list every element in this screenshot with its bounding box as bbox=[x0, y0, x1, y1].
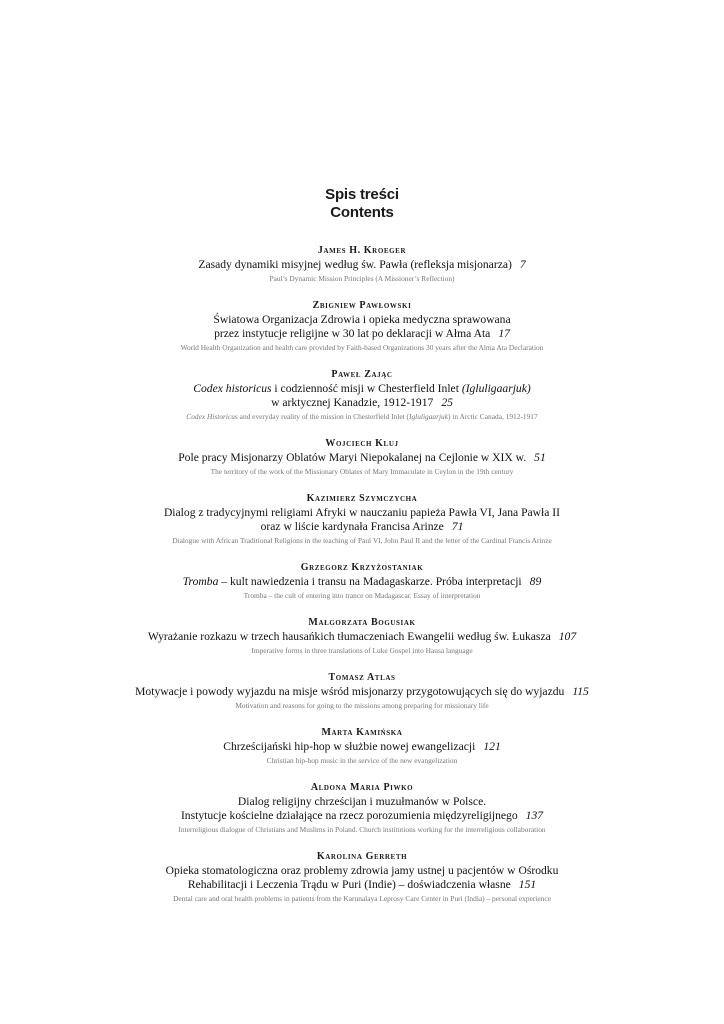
toc-entry[interactable] bbox=[0, 850, 724, 905]
entry-title-line: Światowa Organizacja Zdrowia i opieka medyczna sprawowana bbox=[213, 313, 511, 326]
entry-title-line: Dialog z tradycyjnymi religiami Afryki w nauczaniu papieża Pawła VI, Jana Pawła II bbox=[163, 506, 561, 519]
entry-page-number: 51 bbox=[534, 451, 546, 464]
entry-page-number: 121 bbox=[483, 740, 501, 753]
entry-title-en: World Health Organization and health care provided by Faith-based Organizations 30 years after the Alma Ata Declaration bbox=[180, 343, 544, 352]
entry-title-pl bbox=[0, 258, 724, 272]
entry-title-en: The territory of the work of the Missionary Oblates of Mary Immaculate in Ceylon in the 19th century bbox=[210, 467, 514, 476]
entry-title-italic: Codex historicus bbox=[193, 382, 272, 395]
entry-author: Małgorzata Bogusiak bbox=[308, 617, 416, 628]
entry-title-en: Tromba – the cult of entering into trance on Madagascar. Essay of interpretation bbox=[243, 591, 481, 600]
toc-entry[interactable] bbox=[0, 299, 724, 354]
entry-title-pl bbox=[0, 795, 724, 823]
entry-title-line: oraz w liście kardynała Francisa Arinze bbox=[260, 520, 444, 533]
entry-title-line: Zasady dynamiki misyjnej według św. Pawła (refleksja misjonarza) bbox=[198, 258, 512, 271]
entry-title-line: w arktycznej Kanadzie, 1912-1917 bbox=[271, 396, 434, 409]
toc-entry[interactable] bbox=[0, 561, 724, 602]
entry-title-en-italic: Igluligaarjuk bbox=[408, 412, 448, 421]
entry-title-pl bbox=[0, 575, 724, 589]
entry-title-en: Interreligious dialogue of Christians and Muslims in Poland. Church institutions working for the interreligious collaboration bbox=[178, 825, 546, 834]
entry-title-en-italic: Codex Historicus bbox=[186, 412, 238, 421]
toc-entry[interactable] bbox=[0, 244, 724, 285]
entry-author: Kazimierz Szymczycha bbox=[306, 493, 418, 504]
entry-title-en: Paul’s Dynamic Mission Principles (A Missioner’s Reflection) bbox=[269, 274, 455, 283]
entry-title-line: Wyrażanie rozkazu w trzech hausańkich tłumaczeniach Ewangelii według św. Łukasza bbox=[147, 630, 551, 643]
entry-title-pl bbox=[0, 685, 724, 699]
entry-title-pl bbox=[0, 630, 724, 644]
entry-page-number: 107 bbox=[558, 630, 577, 643]
entry-page-number: 25 bbox=[441, 396, 453, 409]
entry-author: Karolina Gerreth bbox=[316, 851, 408, 862]
toc-entry[interactable] bbox=[0, 368, 724, 423]
entry-title-en: Christian hip-hop music in the service of the new evangelization bbox=[266, 756, 458, 765]
table-of-contents bbox=[0, 186, 724, 919]
toc-entry[interactable] bbox=[0, 671, 724, 712]
entry-title-pl bbox=[0, 313, 724, 341]
entry-page-number: 137 bbox=[525, 809, 544, 822]
entry-title-en-text: and everyday reality of the mission in Chesterfield Inlet ( bbox=[237, 412, 409, 421]
toc-title bbox=[0, 186, 724, 222]
entry-title-pl bbox=[0, 864, 724, 892]
entry-title-line: Pole pracy Misjonarzy Oblatów Maryi Niepokalanej na Cejlonie w XIX w. bbox=[178, 451, 527, 464]
entry-author: Paweł Zając bbox=[331, 369, 393, 380]
entry-title-en: Dialogue with African Traditional Religions in the teaching of Paul VI, John Paul II and the letter of the Cardinal Francis Arinze bbox=[172, 536, 552, 545]
toc-entry[interactable] bbox=[0, 492, 724, 547]
entry-page-number: 7 bbox=[519, 258, 526, 271]
toc-entry[interactable] bbox=[0, 437, 724, 478]
entry-page-number: 71 bbox=[451, 520, 464, 533]
entry-author: Grzegorz Krzyżostaniak bbox=[300, 562, 424, 573]
entry-title-pl bbox=[0, 506, 724, 534]
entry-title-line: Dialog religijny chrześcijan i muzułmanów w Polsce. bbox=[237, 795, 487, 808]
entry-title-text: i codzienność misji w Chesterfield Inlet bbox=[271, 382, 462, 395]
entry-page-number: 17 bbox=[498, 327, 510, 340]
entry-title-pl bbox=[0, 382, 724, 410]
entry-title-pl bbox=[0, 451, 724, 465]
entry-title-line: Chrześcijański hip-hop w służbie nowej ewangelizacji bbox=[223, 740, 476, 753]
entry-title-line: Rehabilitacji i Leczenia Trądu w Puri (Indie) – doświadczenia własne bbox=[187, 878, 511, 891]
entry-author: Aldona Maria Piwko bbox=[310, 782, 414, 793]
entry-title-en: Dental care and oral health problems in patients from the Karunalaya Leprosy Care Center in Puri (India) – personal experience bbox=[173, 894, 551, 903]
entry-title-line: przez instytucje religijne w 30 lat po deklaracji w Ałma Ata bbox=[214, 327, 491, 340]
entry-title-italic: (Igluligaarjuk) bbox=[461, 382, 531, 395]
entry-author: Wojciech Kluj bbox=[325, 438, 399, 449]
entry-title-text: – kult nawiedzenia i transu na Madagaskarze. Próba interpretacji bbox=[218, 575, 522, 588]
entry-title-line: Opieka stomatologiczna oraz problemy zdrowia jamy ustnej u pacjentów w Ośrodku bbox=[165, 864, 559, 877]
toc-entry[interactable] bbox=[0, 616, 724, 657]
entry-page-number: 151 bbox=[518, 878, 537, 891]
entry-title-pl bbox=[0, 740, 724, 754]
page-title-pl: Spis treści bbox=[325, 186, 399, 203]
entry-title-en-text: ) in Arctic Canada, 1912-1917 bbox=[448, 412, 538, 421]
toc-entry[interactable] bbox=[0, 726, 724, 767]
toc-entry[interactable] bbox=[0, 781, 724, 836]
entry-title-line: Instytucje kościelne działające na rzecz porozumienia międzyreligijnego bbox=[180, 809, 518, 822]
entry-title-line: Motywacje i powody wyjazdu na misje wśród misjonarzy przygotowujących się do wyjazdu bbox=[135, 685, 565, 698]
entry-author: Zbigniew Pawłowski bbox=[312, 300, 412, 311]
entry-author: James H. Kroeger bbox=[317, 245, 407, 256]
entry-page-number: 89 bbox=[529, 575, 542, 588]
entry-author: Marta Kamińska bbox=[321, 727, 403, 738]
entry-title-en: Motivation and reasons for going to the missions among preparing for missionary life bbox=[235, 701, 489, 710]
entry-page-number: 115 bbox=[572, 685, 589, 698]
entry-title-en: Imperative forms in three translations of Luke Gospel into Hausa language bbox=[251, 646, 473, 655]
entry-title-italic: Tromba bbox=[182, 575, 219, 588]
entry-author: Tomasz Atlas bbox=[328, 672, 396, 683]
page-title-en: Contents bbox=[330, 204, 394, 221]
entry-title-en bbox=[0, 411, 724, 423]
